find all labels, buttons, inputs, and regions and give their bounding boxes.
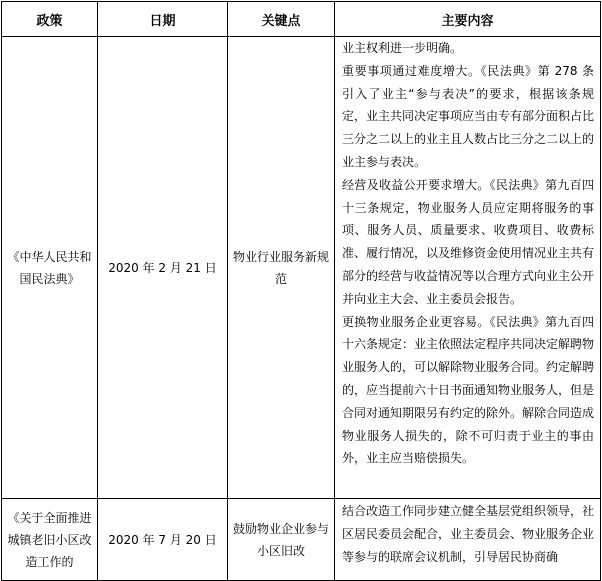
key-point-cell: 鼓励物业企业参与小区旧改 — [228, 499, 335, 581]
header-policy: 政策 — [2, 2, 98, 37]
table-row — [2, 499, 601, 581]
date-cell: 2020 年 2 月 21 日 — [98, 37, 228, 499]
content-paragraph: 结合改造工作同步建立健全基层党组织领导，社区居民委员会配合，业主委员会、物业服务企业等参与的联席会议机制，引导居民协商确 — [342, 504, 595, 564]
header-main-content: 主要内容 — [335, 2, 601, 37]
table-row — [2, 37, 601, 499]
content-paragraph: 更换物业服务企业更容易。《民法典》第九百四十六条规定：业主依照法定程序共同决定解聘物业服务人的，可以解除物业服务合同。约定解聘的，应当提前六十日书面通知物业服务人，但是合同对通知期限另有约定的除外。解除合同造成物业服务人损失的，除不可归责于业主的事由外，业主应当赔偿损失。 — [342, 314, 595, 466]
content-paragraph: 业主权利进一步明确。 — [342, 41, 463, 55]
header-key-point: 关键点 — [228, 2, 335, 37]
content-cell — [335, 499, 601, 581]
key-point-cell: 物业行业服务新规范 — [228, 37, 335, 499]
content-paragraph: 重要事项通过难度增大。《民法典》第 278 条引入了业主“参与表决”的要求，根据该条规定，业主共同决定事项应当由专有部分面积占比三分之二以上的业主且人数占比三分之二以上的业主参与表决。 — [342, 63, 595, 169]
content-paragraph: 经营及收益公开要求增大。《民法典》第九百四十三条规定，物业服务人员应定期将服务的事项、服务人员、质量要求、收费项目、收费标准、履行情况，以及维修资金使用情况业主共有部分的经营与收益情况等以合理方式向业主公开并向业主大会、业主委员会报告。 — [342, 177, 595, 306]
policy-cell: 《中华人民共和国民法典》 — [2, 37, 98, 499]
policy-cell: 《关于全面推进城镇老旧小区改造工作的 — [2, 499, 98, 581]
date-cell: 2020 年 7 月 20 日 — [98, 499, 228, 581]
table-header-row — [2, 2, 601, 37]
policy-table — [1, 1, 601, 581]
content-cell — [335, 37, 601, 499]
header-date: 日期 — [98, 2, 228, 37]
